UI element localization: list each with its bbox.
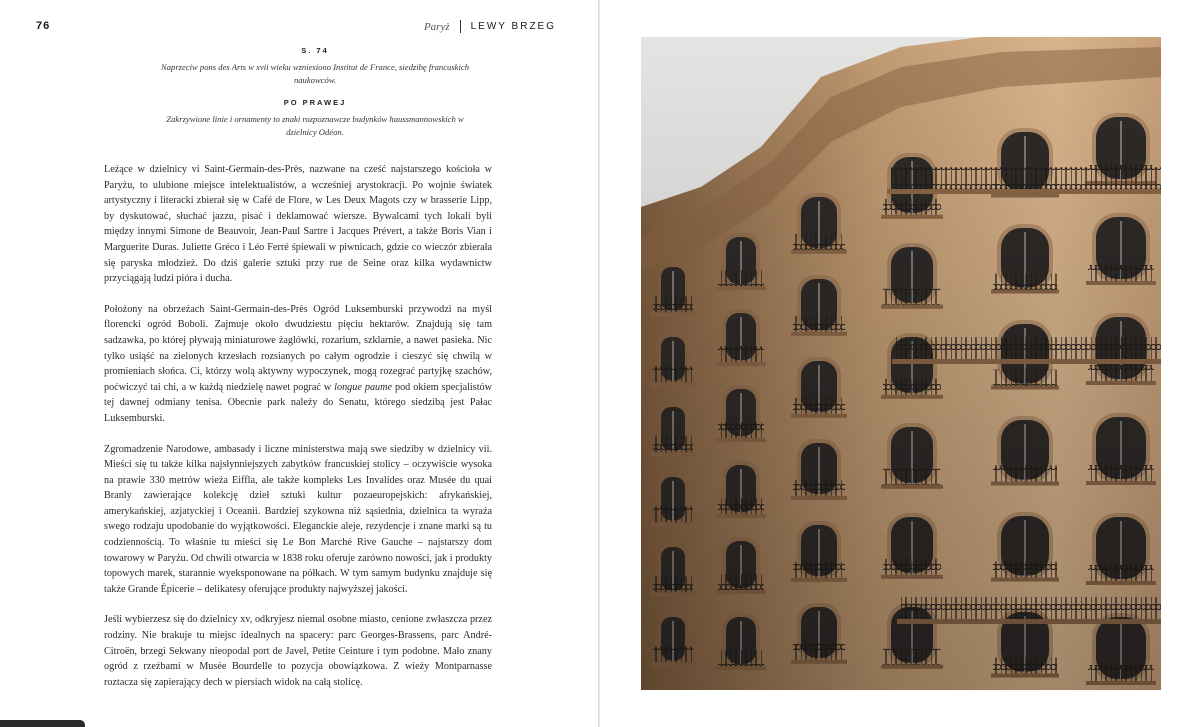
running-header-city: Paryż (423, 20, 450, 33)
building-illustration (641, 37, 1161, 690)
body-text (104, 162, 492, 705)
caption-text: Naprzeciw pons des Arts w xvii wieku wzniesiono Institut de France, siedzibę francuskich naukowców. (161, 62, 469, 85)
caption-reference: PO PRAWEJ (283, 98, 347, 107)
viewer-tab[interactable] (0, 720, 85, 727)
paragraph-saint-germain: Leżące w dzielnicy vi Saint-Germain-des-Près, nazwane na cześć najstarszego kościoła w Paryżu, to ulubione miejsce intelektualistów, a wcześniej arystokracji. Po wojnie światek artystyczny i literacki zbierał się w Café de Flore, w Les Deux Magots czy w brasserie Lipp, by dyskutować, słuchać jazzu, pisać i deklamować wiersze. Bywalcami tych lokali byli między innymi Simone de Beauvoir, Jean-Paul Sartre i Jacques Prévert, a także Boris Vian i Marguerite Duras. Juliette Gréco i Léo Ferré śpiewali w piwnicach, gdzie co wieczór zbierała się paryska młodzież. Do dziś galerie sztuki przy rue de Seine oraz kilka wydawnictw przyciągają ludzi pióra i ducha. (104, 164, 492, 285)
emphasized-term: longue paume (334, 381, 393, 393)
photo-shade (641, 37, 1161, 690)
paragraph-district-vii: Zgromadzenie Narodowe, ambasady i liczne ministerstwa mają swe siedziby w dzielnicy vii. Mieści się tu także kilka najsłynniejszych zabytków francuskiej stolicy – oczywiście wysoka na prawie 330 metrów wieża Eiffla, ale także kompleks Les Invalides oraz Musée du quai Branly zawierające kolekcję dzieł sztuki kultur pozaeuropejskich: afrykańskiej, amerykańskiej, azjatyckiej i Oceanii. Bardziej szykowna niż sąsiednia, dzielnica ta wyraża swego rodzaju upodobanie do wyjątkowości. Eleganckie aleje, rezydencje i znane marki są tu codziennością. To właśnie tu mieści się Le Bon Marché Rive Gauche – najstarszy dom towarowy w Paryżu. Od chwili otwarcia w 1838 roku oferuje zarówno nowości, jak i produkty topowych marek, starannie wyeksponowane na półkach. W tym samym budynku znajduje się także Grande Épicerie – delikatesy oferujące produkty najwyższej jakości. (104, 443, 492, 595)
paragraph-text: Położony na obrzeżach Saint-Germain-des-Près Ogród Luksemburski przywodzi na myśl florencki ogród Boboli. Zajmuje około dwudziestu pięciu hektarów. Znajdują się tam sadzawka, po której pływają miniaturowe żaglówki, rozarium, szklarnie, a nawet pasieka. Nic tylko usiąść na zielonych krzesłach rozsianych po całym ogrodzie i cieszyć się chwilą w promieniach słońca. Ci, którzy wolą aktywny wypoczynek, mogą rozegrać partyjkę szachów, poćwiczyć tai chi, a w każdą niedzielę nawet pograć w (104, 303, 492, 393)
left-page (0, 0, 598, 727)
caption-text: Zakrzywione linie i ornamenty to znaki rozpoznawcze budynków haussmannowskich w dzielnicy Odéon. (166, 114, 464, 137)
running-header-section: LEWY BRZEG (470, 21, 556, 32)
photo-captions (150, 46, 480, 138)
paragraph-district-xv: Jeśli wybierzesz się do dzielnicy xv, odkryjesz niemal osobne miasto, cenione zwłaszcza przez rodziny. Nie brakuje tu miejsc idealnych na spacery: parc Georges-Brassens, parc André-Citroën, brzegi Sekwany nieopodal port de Javel, Petite Ceinture i tym podobne. Mało znany ogród z rzeźbami w Musée Bourdelle to pozycja obowiązkowa. Z wieży Montparnasse roztacza się zapierający dech w piersiach widok na całą stolicę. (104, 614, 492, 688)
paragraph-luxembourg (104, 302, 492, 427)
caption-block (150, 98, 480, 138)
haussmann-building-photo (641, 37, 1161, 690)
running-header-divider (460, 20, 461, 33)
caption-block (150, 46, 480, 86)
paragraph-text: pod okiem specjalistów tej dawnej odmiany tenisa. Obecnie park należy do Senatu, którego siedzibą jest Pałac Luksemburski. (104, 381, 493, 424)
running-header (424, 20, 556, 33)
page-number: 76 (36, 20, 51, 32)
caption-reference: S. 74 (301, 46, 329, 55)
